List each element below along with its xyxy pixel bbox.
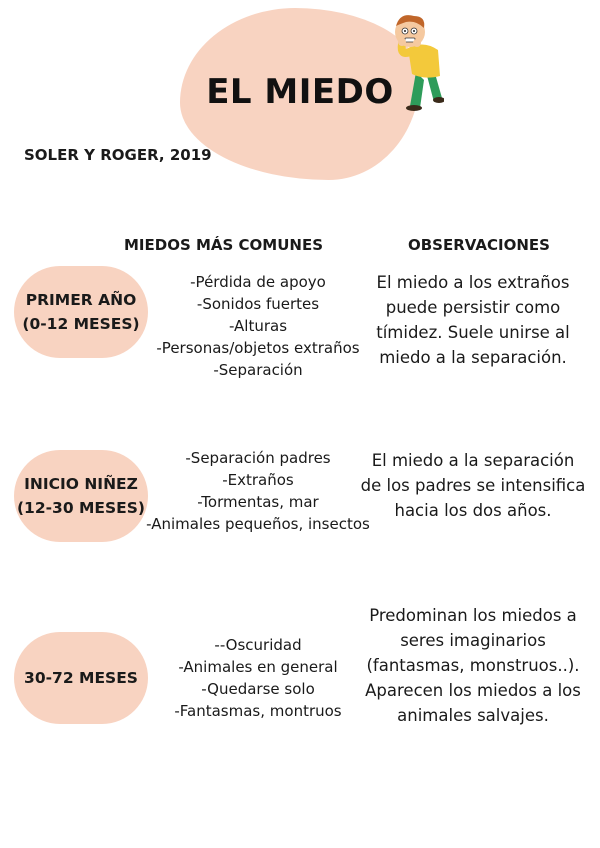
list-item: -Personas/objetos extraños: [156, 339, 360, 357]
list-item: -Sonidos fuertes: [196, 295, 320, 313]
observation-first-year: El miedo a los extraños puede persistir como tímidez. Suele unirse al miedo a la separación.: [376, 273, 570, 367]
column-header-fears: MIEDOS MÁS COMUNES: [124, 236, 324, 254]
stage-label-first-year: [14, 266, 148, 358]
list-item: -Fantasmas, montruos: [174, 702, 342, 720]
scared-child-illustration: [386, 10, 444, 112]
stage-title: INICIO NIÑEZ: [24, 475, 138, 493]
stage-range: (12-30 MESES): [16, 499, 146, 517]
fears-list-30-72-months: [146, 634, 370, 722]
list-item: -Extraños: [222, 471, 294, 489]
stage-label-30-72-months: [14, 632, 148, 724]
list-item: -Pérdida de apoyo: [190, 273, 326, 291]
fears-list-first-year: [146, 271, 370, 381]
author-citation: SOLER Y ROGER, 2019: [24, 146, 212, 164]
fears-list-early-childhood: [146, 447, 370, 535]
list-item: -Alturas: [228, 317, 288, 335]
stage-title: 30-72 MESES: [24, 669, 138, 687]
list-item: -Animales pequeños, insectos: [146, 515, 370, 533]
list-item: -Quedarse solo: [201, 680, 315, 698]
list-item: -Animales en general: [178, 658, 338, 676]
stage-range: (0-12 MESES): [22, 315, 140, 333]
list-item: -Separación padres: [185, 449, 331, 467]
list-item: --Oscuridad: [214, 636, 302, 654]
observation-early-childhood: El miedo a la separación de los padres se intensifica hacia los dos años.: [360, 451, 586, 520]
list-item: -Separación: [213, 361, 303, 379]
list-item: -Tormentas, mar: [197, 493, 319, 511]
page-title: EL MIEDO: [206, 72, 394, 112]
observation-30-72-months: Predominan los miedos a seres imaginarios (fantasmas, monstruos..). Aparecen los miedos a los animales salvajes.: [365, 606, 581, 725]
stage-label-early-childhood: [14, 450, 148, 542]
column-header-observations: OBSERVACIONES: [408, 236, 550, 254]
stage-title: PRIMER AÑO: [25, 291, 137, 309]
